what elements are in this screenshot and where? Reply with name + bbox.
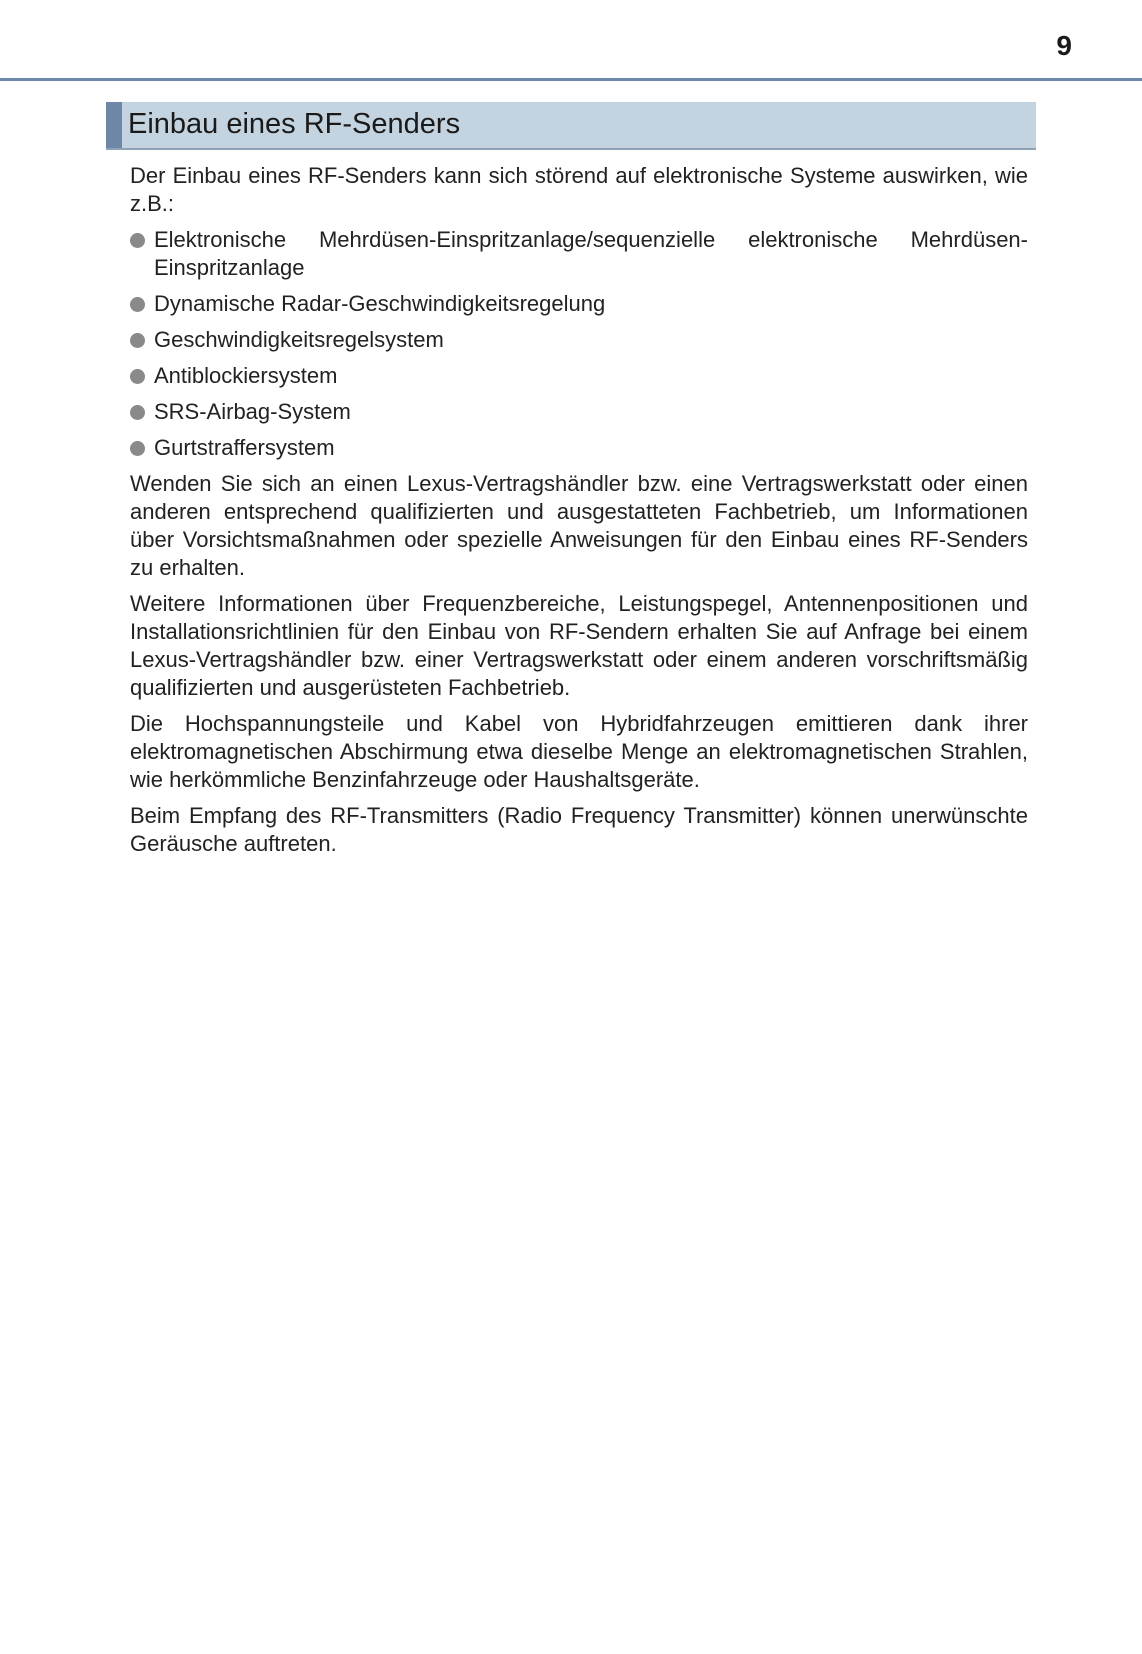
body-paragraph: Beim Empfang des RF-Transmitters (Radio Frequency Transmitter) können unerwünschte Geräusche auftreten. [130,803,1028,856]
list-item [130,434,1028,462]
list-item-text: Geschwindigkeitsregelsystem [154,327,444,352]
list-item [130,226,1028,282]
body-paragraph: Weitere Informationen über Frequenzbereiche, Leistungspegel, Antennenpositionen und Installationsrichtlinien für den Einbau von RF-Sendern erhalten Sie auf Anfrage bei einem Lexus-Vertragshändler bzw. einer Vertragswerkstatt oder einem anderen vorschriftsmäßig qualifizierten und ausgerüsteten Fachbetrieb. [130,591,1028,700]
section-header [106,102,1036,150]
body-paragraph: Wenden Sie sich an einen Lexus-Vertragshändler bzw. eine Vertragswerkstatt oder einen anderen entsprechend qualifizierten und ausgestatteten Fachbetrieb, um Informationen über Vorsichtsmaßnahmen oder spezielle Anweisungen für den Einbau eines RF-Senders zu erhalten. [130,471,1028,580]
body-paragraph: Die Hochspannungsteile und Kabel von Hybridfahrzeugen emittieren dank ihrer elektromagnetischen Abschirmung etwa dieselbe Menge an elektromagnetischen Strahlen, wie herkömmliche Benzinfahrzeuge oder Haushaltsgeräte. [130,711,1028,792]
list-item [130,398,1028,426]
list-item-text: Antiblockiersystem [154,363,338,388]
section-title: Einbau eines RF-Senders [128,108,461,140]
list-item-text: Gurtstraffersystem [154,435,335,460]
list-item-text: SRS-Airbag-System [154,399,351,424]
content [130,162,1028,866]
bullet-dot-icon [130,233,145,248]
bullet-dot-icon [130,441,145,456]
list-item-text: Elektronische Mehrdüsen-Einspritzanlage/sequenzielle elektronische Mehrdüsen-Einspritzanlage [154,227,1028,280]
bullet-dot-icon [130,369,145,384]
list-item [130,290,1028,318]
section-header-accent-bar [106,102,122,148]
page-number: 9 [1056,30,1072,61]
bullet-dot-icon [130,333,145,348]
list-item-text: Dynamische Radar-Geschwindigkeitsregelung [154,291,606,316]
intro-paragraph: Der Einbau eines RF-Senders kann sich störend auf elektronische Systeme auswirken, wie z.B.: [130,163,1028,216]
list-item [130,326,1028,354]
bullet-dot-icon [130,297,145,312]
top-rule [0,78,1142,81]
bullet-dot-icon [130,405,145,420]
list-item [130,362,1028,390]
bullet-list [130,226,1028,462]
